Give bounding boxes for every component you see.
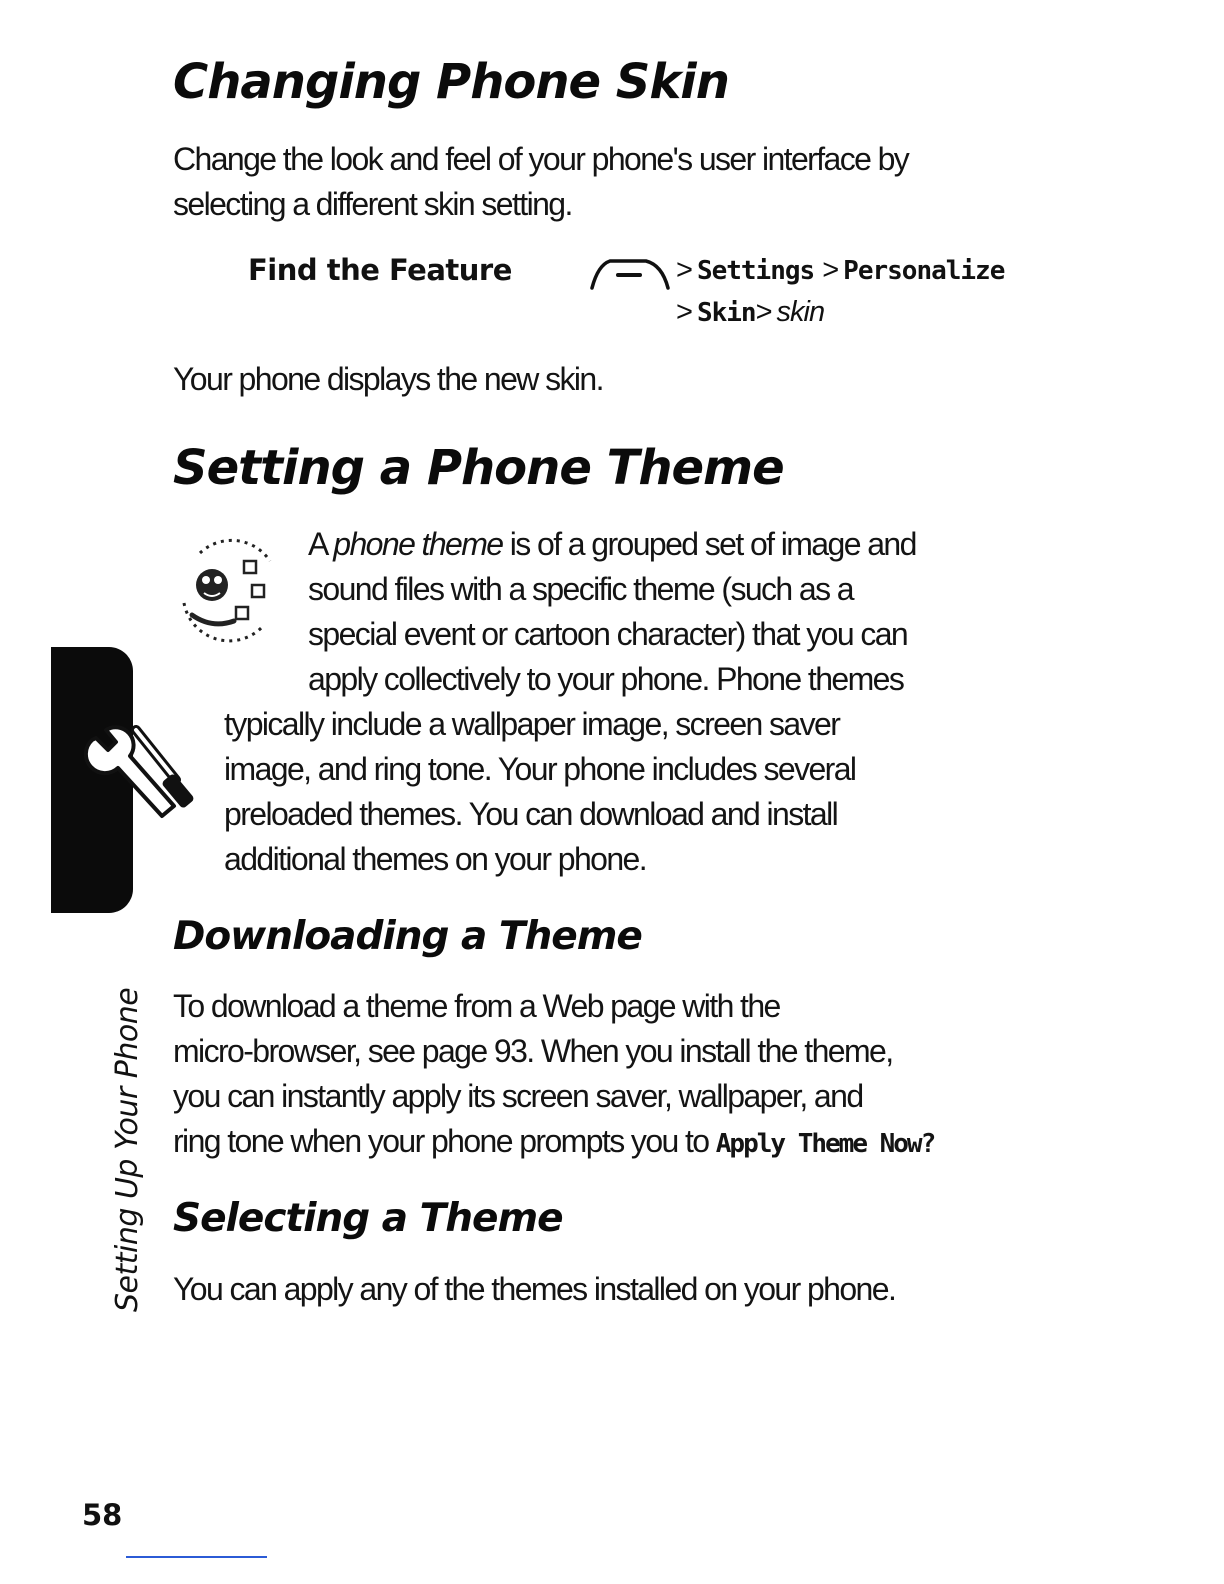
paragraph-line: you can instantly apply its screen saver, wallpaper, and	[173, 1078, 863, 1114]
chapter-side-title: Setting Up Your Phone	[110, 987, 145, 1312]
subsection-title-selecting-theme: Selecting a Theme	[173, 1196, 563, 1241]
menu-skin: Skin	[696, 298, 756, 328]
path-separator: >	[676, 254, 693, 286]
section-title-setting-phone-theme: Setting a Phone Theme	[173, 440, 784, 496]
apply-theme-prompt: Apply Theme Now?	[715, 1129, 935, 1159]
tools-icon	[78, 720, 203, 835]
skin-intro-paragraph	[173, 137, 908, 227]
find-feature-label: Find the Feature	[248, 253, 512, 287]
menu-personalize: Personalize	[843, 256, 1005, 286]
feature-path-line-1	[676, 254, 1004, 287]
skin-result-text	[173, 357, 603, 402]
phone-theme-term: phone theme	[333, 526, 503, 562]
paragraph-line: sound files with a specific theme (such as a	[308, 571, 854, 607]
paragraph-line: You can apply any of the themes installed on your phone.	[173, 1271, 896, 1307]
paragraph-line: preloaded themes. You can download and install	[224, 796, 838, 832]
paragraph-line: image, and ring tone. Your phone includes several	[224, 751, 856, 787]
paragraph-line: Change the look and feel of your phone's user interface by	[173, 141, 909, 177]
select-theme-paragraph	[173, 1267, 895, 1312]
download-theme-paragraph	[173, 984, 934, 1167]
skin-variable: skin	[776, 296, 825, 328]
path-separator: >	[676, 296, 693, 328]
section-title-changing-phone-skin: Changing Phone Skin	[173, 54, 729, 110]
paragraph-line: additional themes on your phone.	[224, 841, 647, 877]
bottom-rule	[126, 1556, 267, 1558]
path-separator: >	[822, 254, 840, 286]
paragraph-line: ring tone when your phone prompts you to Apply Theme Now?	[173, 1123, 935, 1159]
page-number: 58	[82, 1498, 123, 1532]
subsection-title-downloading-theme: Downloading a Theme	[173, 914, 642, 959]
menu-settings: Settings	[696, 256, 815, 286]
paragraph-line: typically include a wallpaper image, screen saver	[224, 706, 840, 742]
theme-body-paragraph	[224, 522, 916, 882]
feature-path-line-2	[676, 296, 824, 329]
menu-key-icon	[588, 255, 672, 291]
paragraph-line: To download a theme from a Web page with the	[173, 988, 780, 1024]
paragraph-line: A phone theme is of a grouped set of image and	[308, 526, 916, 562]
paragraph-line: selecting a different skin setting.	[173, 186, 572, 222]
paragraph-line: apply collectively to your phone. Phone themes	[308, 661, 904, 697]
paragraph-line: micro-browser, see page 93. When you install the theme,	[173, 1033, 893, 1069]
paragraph-line: special event or cartoon character) that you can	[308, 616, 908, 652]
paragraph-line: Your phone displays the new skin.	[173, 361, 603, 397]
path-separator: >	[755, 296, 773, 328]
theme-icon	[172, 533, 290, 643]
